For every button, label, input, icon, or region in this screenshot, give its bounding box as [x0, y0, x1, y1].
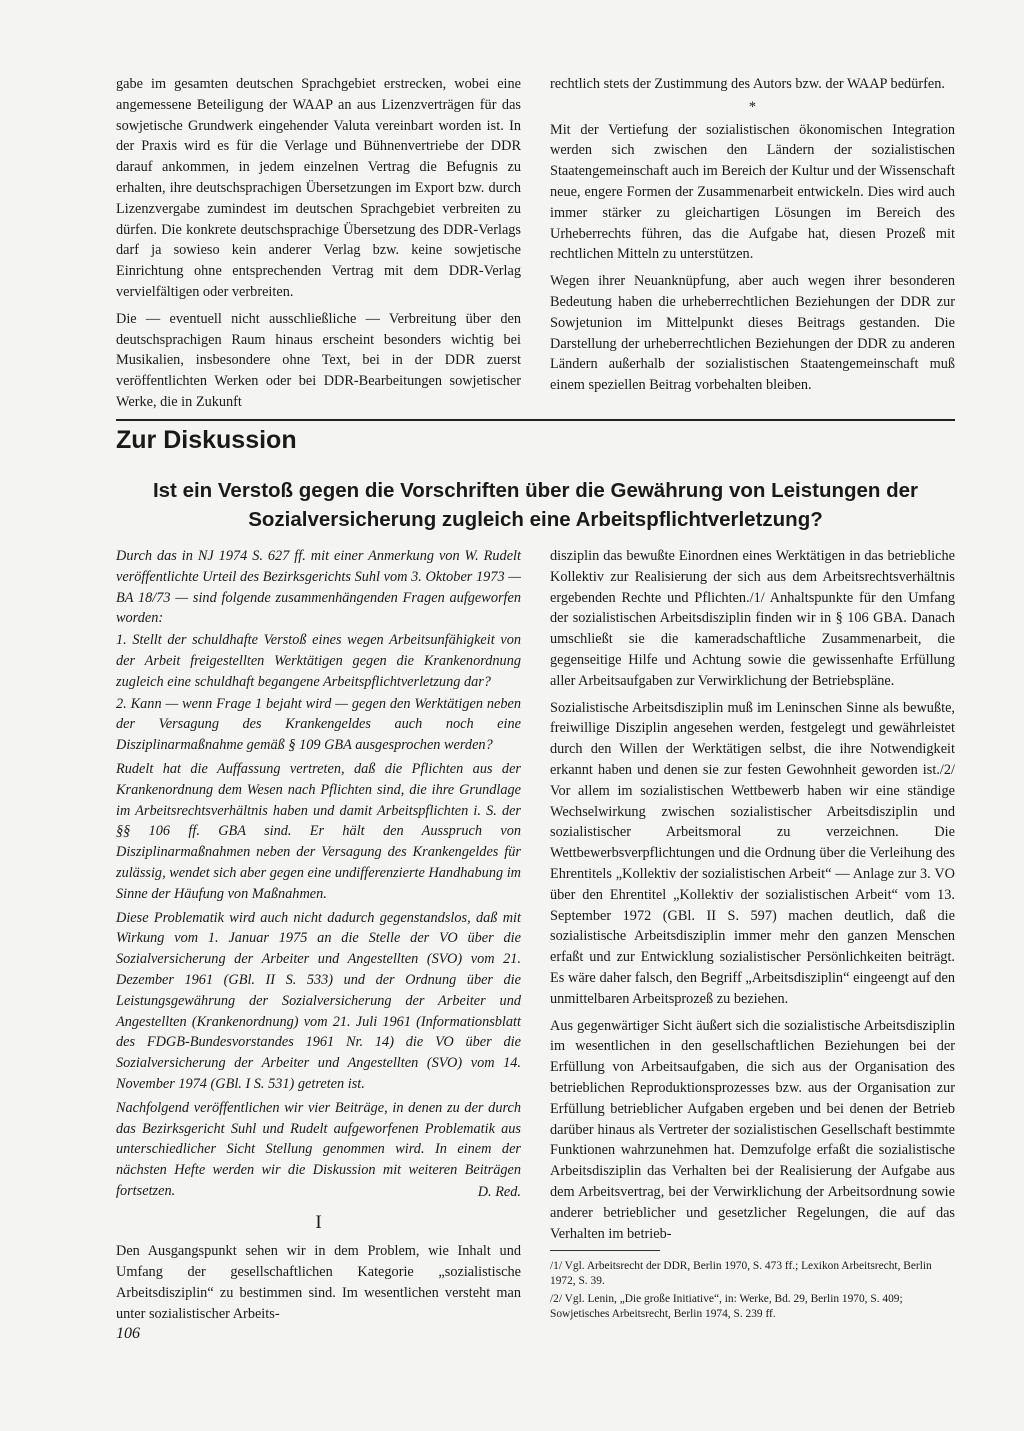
footnote: /1/ Vgl. Arbeitsrecht der DDR, Berlin 1970, S. 473 ff.; Lexikon Arbeitsrecht, Berlin 1972, S. 39. — [550, 1260, 932, 1288]
paragraph: Rudelt hat die Auffassung vertreten, daß die Pflichten aus der Krankenordnung dem Wesen nach Pflichten sind, die ihre Grundlage im Arbeitsrechtsverhältnis haben und damit Arbeitspflichten i. S. der §§ 106 ff. GBA sind. Er hält den Ausspruch von Disziplinarmaßnahmen neben der Versagung des Krankengeldes für zulässig, wendet sich aber gegen eine undifferenzierte Handhabung im Sinne der Häufung von Maßnahmen. — [116, 760, 521, 902]
part-numeral: I — [315, 1211, 322, 1233]
article-right-column — [550, 546, 955, 1325]
section-separator: * — [748, 98, 757, 115]
section-divider — [116, 419, 955, 421]
paragraph: Mit der Vertiefung der sozialistischen ökonomischen Integration werden sich zwischen den Ländern der sozialistischen Staatengemeinschaft auch im Bereich der Kultur und der Wissenschaft neue, engere Formen der Zusammenarbeit entwickeln. Dies wird auch immer stärker zu gleichartigen Lösungen im Bereich des Urheberrechts führen, das die Aufgabe hat, diesen Prozeß mit rechtlichen Mitteln zu unterstützen. — [550, 121, 955, 263]
page-number: 106 — [116, 1325, 140, 1342]
paragraph: gabe im gesamten deutschen Sprachgebiet erstrecken, wobei eine angemessene Beteiligung der WAAP an aus Lizenzverträgen für das sowjetische Grundwerk eingehender Valuta vereinbart worden ist. In der Praxis wird es für die Verlage und Bühnenvertriebe der DDR darauf ankommen, in jedem einzelnen Vertrag die Befugnis zu erhalten, ihre deutschsprachigen Übersetzungen im Export bzw. durch Lizenzvergabe zumindest im deutschen Sprachgebiet verbreiten zu dürfen. Die konkrete deutschsprachige Übersetzung des DDR-Verlags darf ja sowieso kein anderer Verlag bzw. keine sowjetische Einrichtung ohne entsprechenden Vertrag mit dem DDR-Verlag vervielfältigen oder verbreiten. — [116, 76, 521, 300]
footnotes — [550, 1250, 955, 1322]
paragraph: Sozialistische Arbeitsdisziplin muß im Leninschen Sinne als bewußte, freiwillige Disziplin angesehen werden, festgelegt und gewährleistet durch den Willen der Werktätigen selbst, die ihre Notwendigkeit erkannt haben und denen sie zur festen Gewohnheit geworden ist./2/ Vor allem im sozialistischen Wettbewerb haben wir eine ständige Wechselwirkung zwischen sozialistischer Arbeitsdisziplin und sozialistischer Arbeitsmoral zu verzeichnen. Die Wettbewerbsverpflichtungen und die Ordnung über die Verleihung des Ehrentitels „Kollektiv der sozialistischen Arbeit“ — Anlage zur 3. VO über den Ehrentitel „Kollektiv der sozialistischen Arbeit“ vom 13. September 1972 (GBl. II S. 597) machen deutlich, daß die sozialistische Arbeitsdisziplin immer mehr den ganzen Menschen erfaßt und zur Entwicklung sozialistischer Persönlichkeiten beiträgt. Es wäre daher falsch, den Begriff „Arbeitsdisziplin“ eingeengt auf den unmittelbaren Arbeitsprozeß zu beziehen. — [550, 699, 955, 1007]
top-left-column — [116, 74, 521, 419]
footnote: /2/ Vgl. Lenin, „Die große Initiative“, in: Werke, Bd. 29, Berlin 1970, S. 409; Sowjetisches Arbeitsrecht, Berlin 1974, S. 239 ff. — [550, 1293, 903, 1321]
article-left-column — [116, 546, 521, 1330]
section-title: Zur Diskussion — [116, 426, 297, 454]
paragraph: Wegen ihrer Neuanknüpfung, aber auch wegen ihrer besonderen Bedeutung haben die urheberrechtlichen Beziehungen der DDR zur Sowjetunion im Mittelpunkt dieses Beitrags gestanden. Die Darstellung der urheberrechtlichen Beziehungen der DDR zu anderen Ländern außerhalb der sozialistischen Staatengemeinschaft muß einem speziellen Beitrag vorbehalten bleiben. — [550, 273, 955, 394]
paragraph: Die — eventuell nicht ausschließliche — Verbreitung über den deutschsprachigen Raum hinaus erscheint besonders wichtig bei Musikalien, insbesondere ohne Text, bei in der DDR zuerst veröffentlichten Werken oder bei DDR-Bearbeitungen sowjetischer Werke, die in Zukunft — [116, 310, 521, 410]
article-title: Ist ein Verstoß gegen die Vorschriften über die Gewährung von Leistungen der Sozialversicherung zugleich eine Arbeitspflichtverletzung? — [152, 479, 919, 531]
paragraph: Den Ausgangspunkt sehen wir in dem Problem, wie Inhalt und Umfang der gesellschaftlichen Kategorie „sozialistische Arbeitsdisziplin“ zu bestimmen sind. Im wesentlichen versteht man unter sozialistischer Arbeits- — [116, 1243, 521, 1322]
editor-signature: D. Red. — [477, 1183, 521, 1200]
paragraph: rechtlich stets der Zustimmung des Autors bzw. der WAAP bedürfen. — [550, 76, 945, 92]
editorial-note — [116, 546, 521, 1202]
top-right-column — [550, 74, 955, 402]
paragraph: Diese Problematik wird auch nicht dadurch gegenstandslos, daß mit Wirkung vom 1. Januar 1975 an die Stelle der VO über die Sozialversicherung der Arbeiter und Angestellten (SVO) vom 21. Dezember 1961 (GBl. II S. 533) und der Ordnung über die Leistungsgewährung der Sozialversicherung der Arbeiter und Angestellten (Krankenordnung) vom 21. Juli 1961 (Informationsblatt des FDGB-Bundesvorstandes 1961 Nr. 14) die VO über die Sozialversicherung der Arbeiter und Angestellten (SVO) vom 14. November 1974 (GBl. I S. 531) getreten ist. — [116, 909, 521, 1092]
paragraph: Durch das in NJ 1974 S. 627 ff. mit einer Anmerkung von W. Rudelt veröffentlichte Urteil des Bezirksgerichts Suhl vom 3. Oktober 1973 — BA 18/73 — sind folgende zusammenhängenden Fragen aufgeworfen worden: — [116, 548, 521, 627]
footnote-divider — [550, 1250, 660, 1251]
paragraph: Aus gegenwärtiger Sicht äußert sich die sozialistische Arbeitsdisziplin im wesentlichen in den gesellschaftlichen Beziehungen bei der Erfüllung von Arbeitsaufgaben, die sich aus der Organisation des betrieblichen Reproduktionsprozesses bzw. aus der Organisation zur Erfüllung betrieblicher Aufgaben ergeben und bei denen der Betrieb darüber hinaus als Vertreter der sozialistischen Gesellschaft bestimmte Funktionen wahrzunehmen hat. Demzufolge erfaßt die sozialistische Arbeitsdisziplin das Verhalten bei der Realisierung der Aufgabe aus dem Arbeitsvertrag, bei der Verwirklichung der Arbeitsordnung sowie anderer betrieblicher und gesetzlicher Regelungen, die auf das Verhalten im betrieb- — [550, 1017, 955, 1242]
question: 2. Kann — wenn Frage 1 bejaht wird — gegen den Werktätigen neben der Versagung des Krankengeldes auch noch eine Disziplinarmaßnahme gemäß § 109 GBA ausgesprochen werden? — [116, 695, 521, 754]
paragraph: disziplin das bewußte Einordnen eines Werktätigen in das betriebliche Kollektiv zur Realisierung der sich aus dem Arbeitsrechtsverhältnis ergebenden Rechte und Pflichten./1/ Anhaltspunkte für den Umfang der sozialistischen Arbeitsdisziplin finden wir in § 106 GBA. Danach umschließt sie die kameradschaftliche Zusammenarbeit, die gegenseitige Hilfe und Achtung sowie die gewissenhafte Erfüllung aller Arbeitsaufgaben zur Verwirklichung der Betriebspläne. — [550, 548, 955, 689]
paragraph: Nachfolgend veröffentlichen wir vier Beiträge, in denen zu der durch das Bezirksgericht Suhl und Rudelt aufgeworfenen Problematik aus unterschiedlicher Sicht Stellung genommen wird. In einem der nächsten Hefte werden wir die Diskussion mit weiteren Beiträgen fortsetzen. — [116, 1099, 521, 1199]
question: 1. Stellt der schuldhafte Verstoß eines wegen Arbeitsunfähigkeit von der Arbeit freigestellten Werktätigen gegen die Krankenordnung zugleich eine schuldhaft begangene Arbeitspflichtverletzung dar? — [116, 632, 521, 690]
